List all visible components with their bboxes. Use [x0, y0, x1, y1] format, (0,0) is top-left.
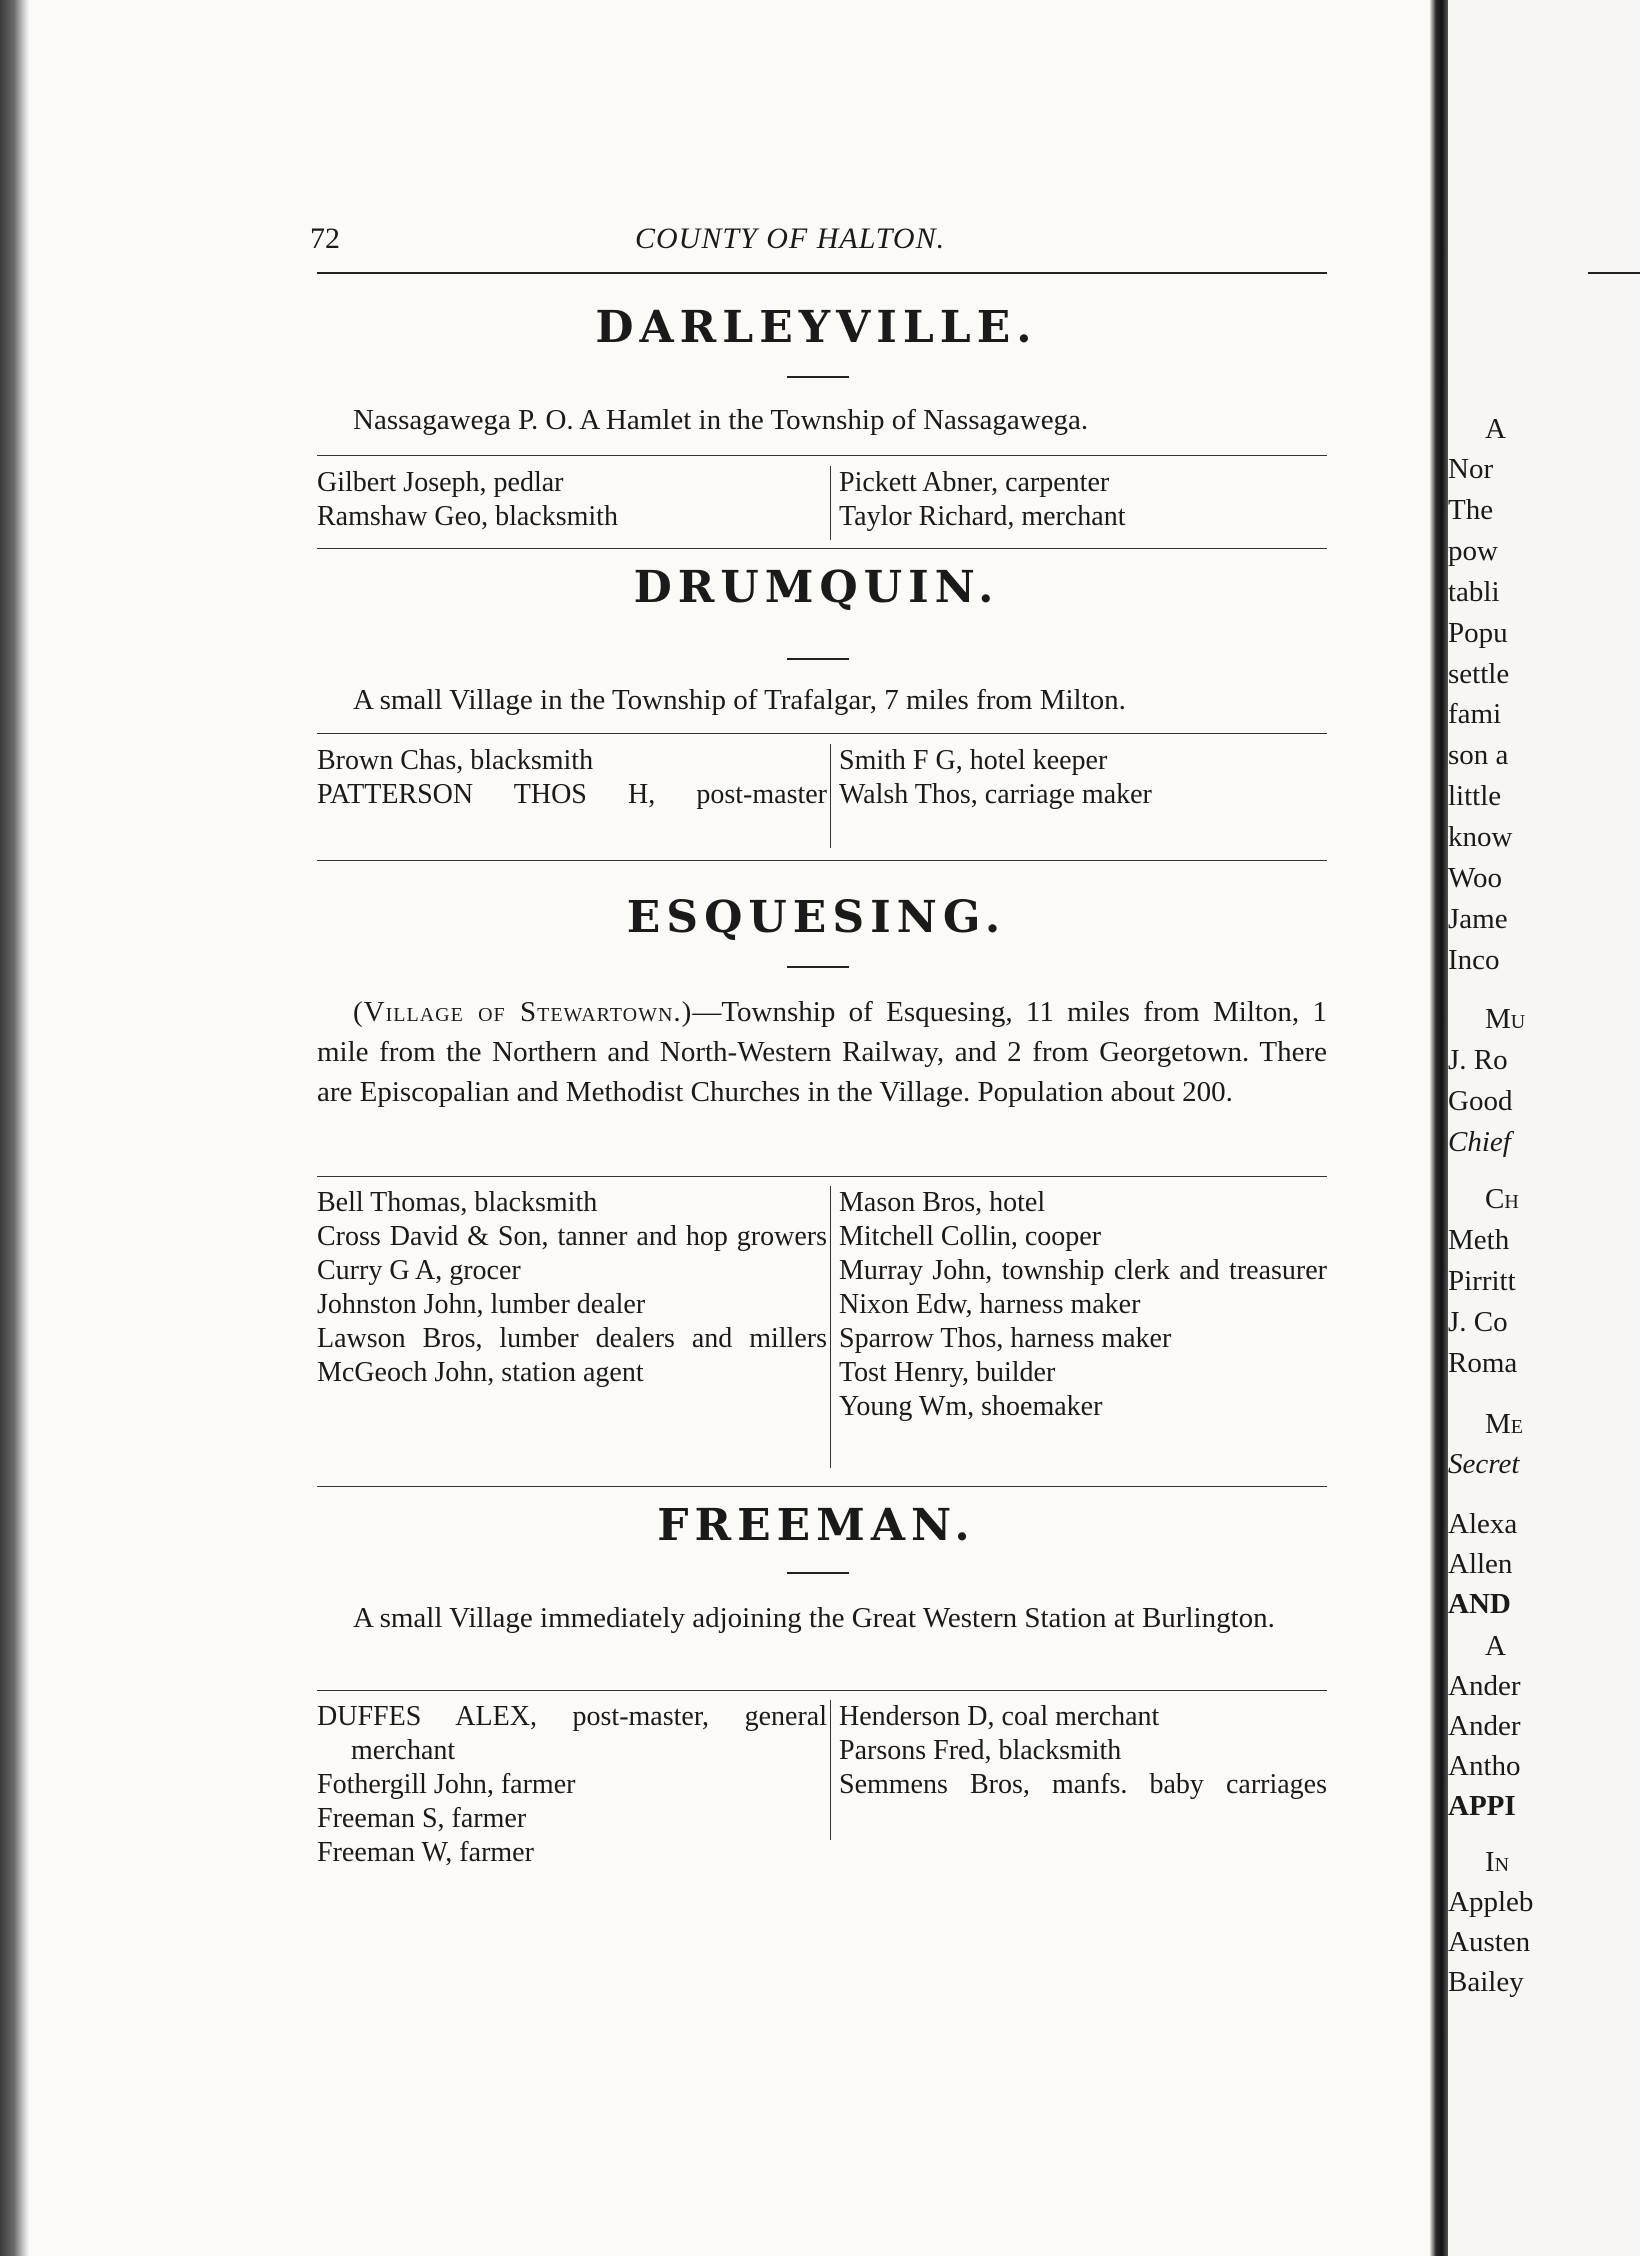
- scan-edge: [0, 0, 30, 2256]
- header-rule: [317, 272, 1327, 274]
- listing-left-column: [317, 1700, 827, 1870]
- section-title-darleyville: DARLEYVILLE.: [595, 302, 1038, 353]
- facing-page-fragment: pow: [1448, 535, 1498, 567]
- facing-page-fragment: settle: [1448, 658, 1510, 690]
- listing-entry: Gilbert Joseph, pedlar: [317, 467, 564, 498]
- facing-page-fragment: Bailey: [1448, 1966, 1524, 1998]
- listing-right-column: [839, 1186, 1327, 1424]
- facing-page-fragment: know: [1448, 821, 1513, 853]
- title-rule: [787, 658, 849, 660]
- listing-entry: Cross David & Son, tanner and hop growers: [317, 1221, 827, 1252]
- listing-entry: Semmens Bros, manfs. baby carriages: [839, 1769, 1327, 1800]
- facing-page-fragment: Popu: [1448, 617, 1508, 649]
- section-title-drumquin: DRUMQUIN.: [633, 562, 1000, 613]
- facing-page-fragment: Good: [1448, 1085, 1513, 1117]
- facing-page-fragment: The: [1448, 494, 1494, 526]
- listing-entry: Nixon Edw, harness maker: [839, 1289, 1141, 1320]
- section-title-esquesing: ESQUESING.: [626, 892, 1007, 943]
- listing-entry: Mason Bros, hotel: [839, 1187, 1046, 1218]
- facing-page-fragment: A: [1485, 1630, 1506, 1662]
- listing-entry: Curry G A, grocer: [317, 1255, 521, 1286]
- listing-left-column: [317, 1186, 827, 1390]
- listing-right-column: [839, 1700, 1327, 1802]
- facing-page-fragment: Me: [1485, 1408, 1524, 1440]
- listing-entry: Tost Henry, builder: [839, 1357, 1056, 1388]
- description-prefix: (Village of Stewartown.): [353, 996, 693, 1028]
- facing-page-fragment: Alexa: [1448, 1508, 1518, 1540]
- facing-page-fragment: Antho: [1448, 1750, 1521, 1782]
- listing-entry: Freeman S, farmer: [317, 1803, 527, 1834]
- facing-page-fragment: little: [1448, 780, 1502, 812]
- facing-page-fragment: Ander: [1448, 1670, 1521, 1702]
- running-head: [305, 222, 1328, 262]
- facing-page-fragment: Roma: [1448, 1347, 1518, 1379]
- section-rule: [317, 860, 1327, 861]
- facing-page-fragment: Inco: [1448, 944, 1500, 976]
- listing-entry: Taylor Richard, merchant: [839, 501, 1126, 532]
- facing-page-fragment: J. Co: [1448, 1306, 1508, 1338]
- column-divider: [830, 466, 831, 540]
- facing-page-fragment: In: [1485, 1846, 1510, 1878]
- listing-entry: Henderson D, coal merchant: [839, 1701, 1160, 1732]
- section-description: [317, 992, 1327, 1112]
- listing-entry: Brown Chas, blacksmith: [317, 745, 594, 776]
- facing-page-fragment: Chief: [1448, 1126, 1511, 1158]
- listing-entry: Ramshaw Geo, blacksmith: [317, 501, 618, 532]
- column-divider: [830, 744, 831, 848]
- facing-page-rule: [1588, 272, 1640, 274]
- facing-page-fragment: Meth: [1448, 1224, 1510, 1256]
- facing-page-fragment: Ch: [1485, 1183, 1519, 1215]
- facing-page-fragment: APPI: [1448, 1790, 1516, 1822]
- listing-entry: PATTERSON THOS H, post-master: [317, 779, 827, 810]
- title-rule: [787, 966, 849, 968]
- facing-page-fragment: Secret: [1448, 1448, 1520, 1480]
- section-rule: [317, 733, 1327, 734]
- column-divider: [830, 1700, 831, 1840]
- listing-entry: Walsh Thos, carriage maker: [839, 779, 1152, 810]
- section-rule: [317, 548, 1327, 549]
- listing-entry: Johnston John, lumber dealer: [317, 1289, 646, 1320]
- listing-entry: Bell Thomas, blacksmith: [317, 1187, 598, 1218]
- facing-page-fragment: Mu: [1485, 1003, 1526, 1035]
- column-divider: [830, 1186, 831, 1468]
- page-number: 72: [310, 222, 340, 255]
- description-text: —Township of Esquesing, 11 miles from Milton, 1 mile from the Northern and North-Western Railway, and 2 from Georgetown. There are Episcopalian and Methodist Churches in the Village. Population about 200.: [317, 996, 1327, 1108]
- facing-page-fragment: AND: [1448, 1588, 1511, 1620]
- listing-entry: Smith F G, hotel keeper: [839, 745, 1108, 776]
- section-rule: [317, 1486, 1327, 1487]
- title-rule: [787, 1572, 849, 1574]
- listing-entry: Mitchell Collin, cooper: [839, 1221, 1102, 1252]
- listing-right-column: [839, 466, 1327, 534]
- facing-page-fragment: Appleb: [1448, 1886, 1534, 1918]
- listing-entry: Young Wm, shoemaker: [839, 1391, 1103, 1422]
- listing-entry: Lawson Bros, lumber dealers and millers: [317, 1323, 827, 1354]
- listing-entry: McGeoch John, station agent: [317, 1357, 644, 1388]
- facing-page-fragment: Nor: [1448, 453, 1494, 485]
- section-description: Nassagawega P. O. A Hamlet in the Township of Nassagawega.: [353, 404, 1089, 436]
- facing-page-fragment: Pirritt: [1448, 1265, 1516, 1297]
- running-title: COUNTY OF HALTON.: [635, 222, 946, 255]
- facing-page-fragment: tabli: [1448, 576, 1500, 608]
- facing-page-fragment: Jame: [1448, 903, 1508, 935]
- left-page: [30, 0, 1430, 2256]
- listing-entry: Murray John, township clerk and treasurer: [839, 1255, 1327, 1286]
- section-title-freeman: FREEMAN.: [657, 1500, 976, 1551]
- book-gutter: [1430, 0, 1448, 2256]
- section-description: A small Village in the Township of Trafalgar, 7 miles from Milton.: [353, 684, 1126, 716]
- facing-page-fragment: Allen: [1448, 1548, 1513, 1580]
- facing-page-fragment: fami: [1448, 698, 1502, 730]
- section-rule: [317, 455, 1327, 456]
- facing-page-fragment: son a: [1448, 739, 1509, 771]
- facing-page-fragment: Woo: [1448, 862, 1503, 894]
- section-rule: [317, 1690, 1327, 1691]
- facing-page-fragment: J. Ro: [1448, 1044, 1508, 1076]
- facing-page-fragment: Ander: [1448, 1710, 1521, 1742]
- listing-entry: Pickett Abner, carpenter: [839, 467, 1110, 498]
- facing-page-fragment: A: [1485, 413, 1506, 445]
- section-rule: [317, 1176, 1327, 1177]
- listing-entry: Freeman W, farmer: [317, 1837, 534, 1868]
- listing-entry: Fothergill John, farmer: [317, 1769, 576, 1800]
- listing-right-column: [839, 744, 1327, 812]
- listing-left-column: [317, 744, 827, 812]
- facing-page: [1448, 0, 1640, 2256]
- title-rule: [787, 376, 849, 378]
- listing-entry: Parsons Fred, blacksmith: [839, 1735, 1122, 1766]
- listing-entry: DUFFES ALEX, post-master, general merchant: [317, 1701, 827, 1766]
- facing-page-fragment: Austen: [1448, 1926, 1531, 1958]
- section-description: A small Village immediately adjoining the Great Western Station at Burlington.: [353, 1602, 1275, 1634]
- listing-entry: Sparrow Thos, harness maker: [839, 1323, 1172, 1354]
- listing-left-column: [317, 466, 827, 534]
